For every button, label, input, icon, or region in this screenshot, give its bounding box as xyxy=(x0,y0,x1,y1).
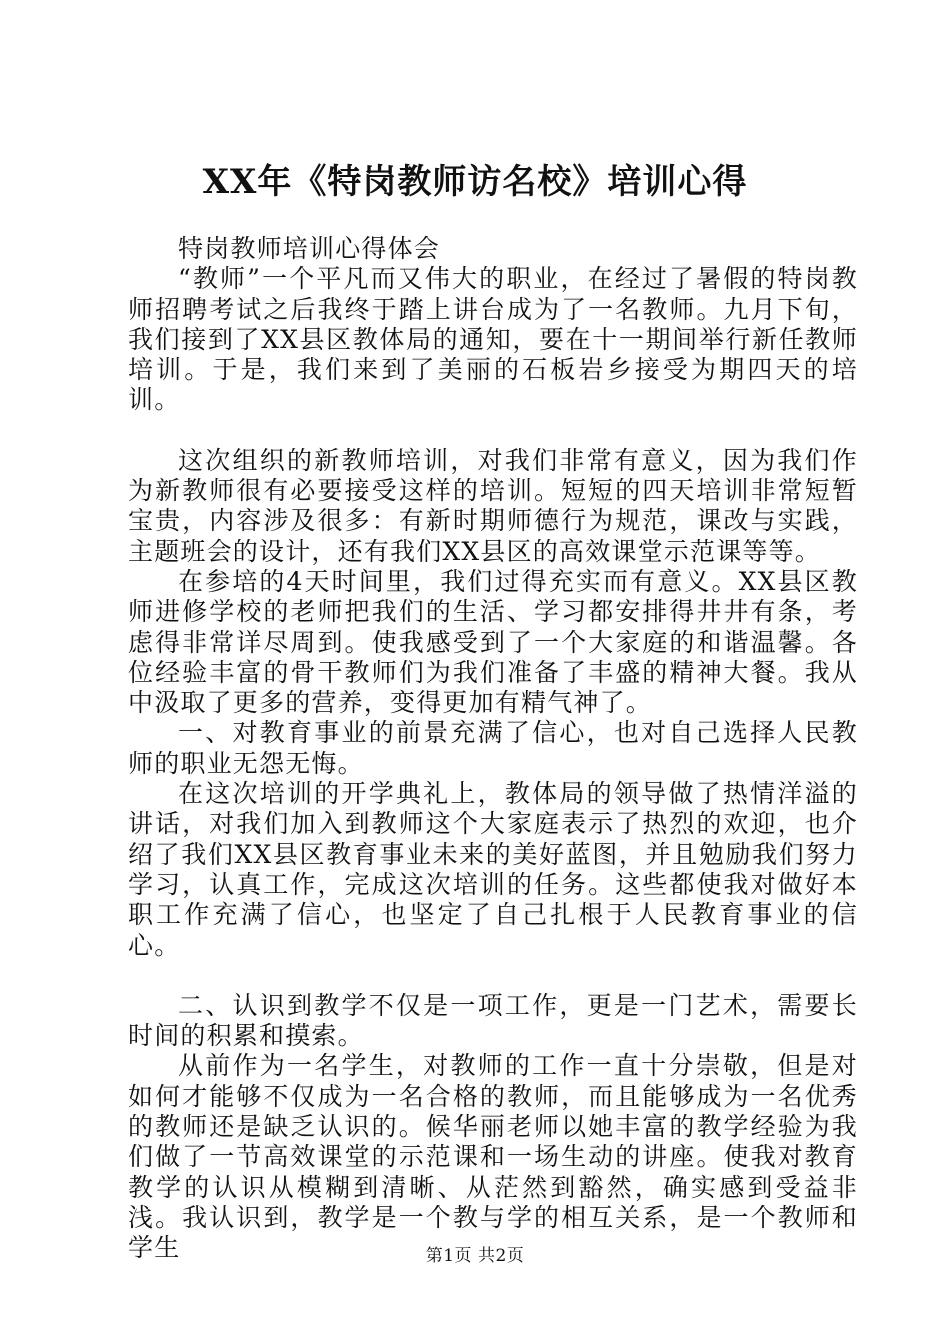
body-paragraph: 在参培的4天时间里，我们过得充实而有意义。XX县区教师进修学校的老师把我们的生活、学习都安排得井井有条，考虑得非常详尽周到。使我感受到了一个大家庭的和谐温馨。各位经验丰富的骨干教师们为我们准备了丰盛的精神大餐。我从中汲取了更多的营养，变得更加有精气神了。 xyxy=(128,566,858,718)
subtitle-paragraph: 特岗教师培训心得体会 xyxy=(178,234,441,263)
body-paragraph: 从前作为一名学生，对教师的工作一直十分崇敬，但是对如何才能够不仅成为一名合格的教师，而且能够成为一名优秀的教师还是缺乏认识的。候华丽老师以她丰富的教学经验为我们做了一节高效课堂的示范课和一场生动的讲座。使我对教育教学的认识从模糊到清晰、从茫然到豁然，确实感到受益非浅。我认识到，教学是一个教与学的相互关系，是一个教师和学生 xyxy=(128,1051,858,1263)
body-paragraph: 这次组织的新教师培训，对我们非常有意义，因为我们作为新教师很有必要接受这样的培训。短短的四天培训非常短暂宝贵，内容涉及很多：有新时期师德行为规范，课改与实践，主题班会的设计，还有我们XX县区的高效课堂示范课等等。 xyxy=(128,445,858,566)
body-paragraph: 在这次培训的开学典礼上，教体局的领导做了热情洋溢的讲话，对我们加入到教师这个大家庭表示了热烈的欢迎，也介绍了我们XX县区教育事业未来的美好蓝图，并且勉励我们努力学习，认真工作，完成这次培训的任务。这些都使我对做好本职工作充满了信心，也坚定了自己扎根于人民教育事业的信心。 xyxy=(128,779,858,960)
document-body xyxy=(128,234,858,1264)
document-title: XX年《特岗教师访名校》培训心得 xyxy=(202,162,748,202)
body-paragraph: “教师”一个平凡而又伟大的职业，在经过了暑假的特岗教师招聘考试之后我终于踏上讲台成为了一名教师。九月下旬，我们接到了XX县区教体局的通知，要在十一期间举行新任教师培训。于是，我们来到了美丽的石板岩乡接受为期四天的培训。 xyxy=(128,264,858,415)
page-footer: 第1页 共2页 xyxy=(425,1246,525,1266)
section-heading-paragraph: 一、对教育事业的前景充满了信心，也对自己选择人民教师的职业无怨无悔。 xyxy=(128,718,858,778)
section-heading-paragraph: 二、认识到教学不仅是一项工作，更是一门艺术，需要长时间的积累和摸索。 xyxy=(128,990,858,1051)
